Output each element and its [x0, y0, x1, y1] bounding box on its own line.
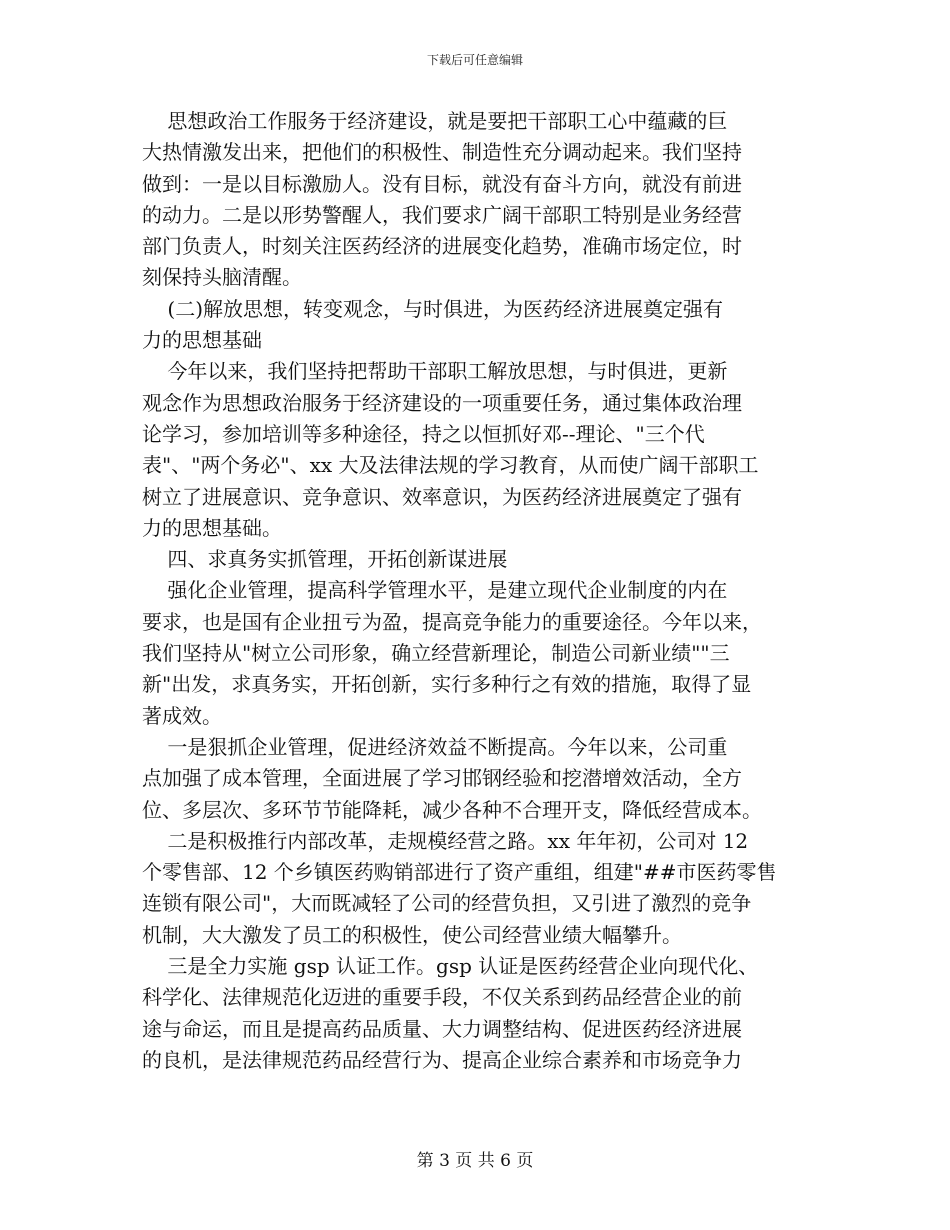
- body-text-line: 今年以来，我们坚持把帮助干部职工解放思想，与时俱进，更新: [142, 359, 728, 384]
- body-text-line: 新"出发，求真务实，开拓创新，实行多种行之有效的措施，取得了显: [142, 672, 752, 697]
- body-text-line: 强化企业管理，提高科学管理水平，是建立现代企业制度的内在: [142, 578, 728, 603]
- body-text-line: 机制，大大激发了员工的积极性，使公司经营业绩大幅攀升。: [142, 922, 682, 947]
- body-text-line: 点加强了成本管理，全面进展了学习邯钢经验和挖潜增效活动，全方: [142, 766, 742, 791]
- body-text-line: 表"、"两个务必"、xx 大及法律法规的学习教育，从而使广阔干部职工: [142, 453, 759, 478]
- body-text-line: 刻保持头脑清醒。: [142, 265, 302, 290]
- body-text-line: 著成效。: [142, 703, 222, 728]
- body-text-line: 二是积极推行内部改革，走规模经营之路。xx 年年初，公司对 12: [142, 828, 749, 853]
- body-text-line: 树立了进展意识、竞争意识、效率意识，为医药经济进展奠定了强有: [142, 484, 742, 509]
- page-header: [0, 52, 950, 68]
- body-text-line: 一是狠抓企业管理，促进经济效益不断提高。今年以来，公司重: [142, 734, 728, 759]
- body-text-line: 四、求真务实抓管理，开拓创新谋进展: [142, 547, 508, 572]
- body-text-line: 部门负责人，时刻关注医药经济的进展变化趋势，准确市场定位，时: [142, 234, 742, 259]
- body-text-line: 科学化、法律规范化迈进的重要手段，不仅关系到药品经营企业的前: [142, 985, 742, 1010]
- body-text-line: (二)解放思想，转变观念，与时俱进，为医药经济进展奠定强有: [142, 296, 724, 321]
- body-text-line: 思想政治工作服务于经济建设，就是要把干部职工心中蕴藏的巨: [142, 109, 728, 133]
- body-text-line: 途与命运，而且是提高药品质量、大力调整结构、促进医药经济进展: [142, 1016, 742, 1041]
- header-text: 下载后可任意编辑: [426, 53, 523, 67]
- body-text-line: 连锁有限公司"，大而既减轻了公司的经营负担，又引进了激烈的竞争: [142, 891, 752, 916]
- body-text-line: 大热情激发出来，把他们的积极性、制造性充分调动起来。我们坚持: [142, 140, 742, 165]
- body-text-line: 观念作为思想政治服务于经济建设的一项重要任务，通过集体政治理: [142, 390, 742, 415]
- body-text-line: 力的思想基础: [142, 328, 262, 353]
- body-text-line: 做到：一是以目标激励人。没有目标，就没有奋斗方向，就没有前进: [142, 171, 742, 196]
- body-text-line: 三是全力实施 gsp 认证工作。gsp 认证是医药经营企业向现代化、: [142, 954, 759, 979]
- body-text-line: 力的思想基础。: [142, 515, 282, 540]
- body-text-line: 论学习，参加培训等多种途径，持之以恒抓好邓--理论、"三个代: [142, 421, 705, 446]
- body-text-line: 的动力。二是以形势警醒人，我们要求广阔干部职工特别是业务经营: [142, 202, 742, 227]
- body-text-line: 我们坚持从"树立公司形象，确立经营新理论，制造公司新业绩""三: [142, 641, 730, 666]
- body-text-line: 的良机，是法律规范药品经营行为、提高企业综合素养和市场竞争力: [142, 1047, 742, 1072]
- body-text-line: 个零售部、12 个乡镇医药购销部进行了资产重组，组建"##市医药零售: [142, 860, 777, 885]
- body-text-line: 要求，也是国有企业扭亏为盈，提高竞争能力的重要途径。今年以来，: [142, 609, 762, 634]
- page-number: 第 3 页 共 6 页: [416, 1151, 534, 1171]
- body-text-line: 位、多层次、多环节节能降耗，减少各种不合理开支，降低经营成本。: [142, 797, 762, 822]
- document-body: [142, 106, 810, 1076]
- page-footer: [0, 1150, 950, 1172]
